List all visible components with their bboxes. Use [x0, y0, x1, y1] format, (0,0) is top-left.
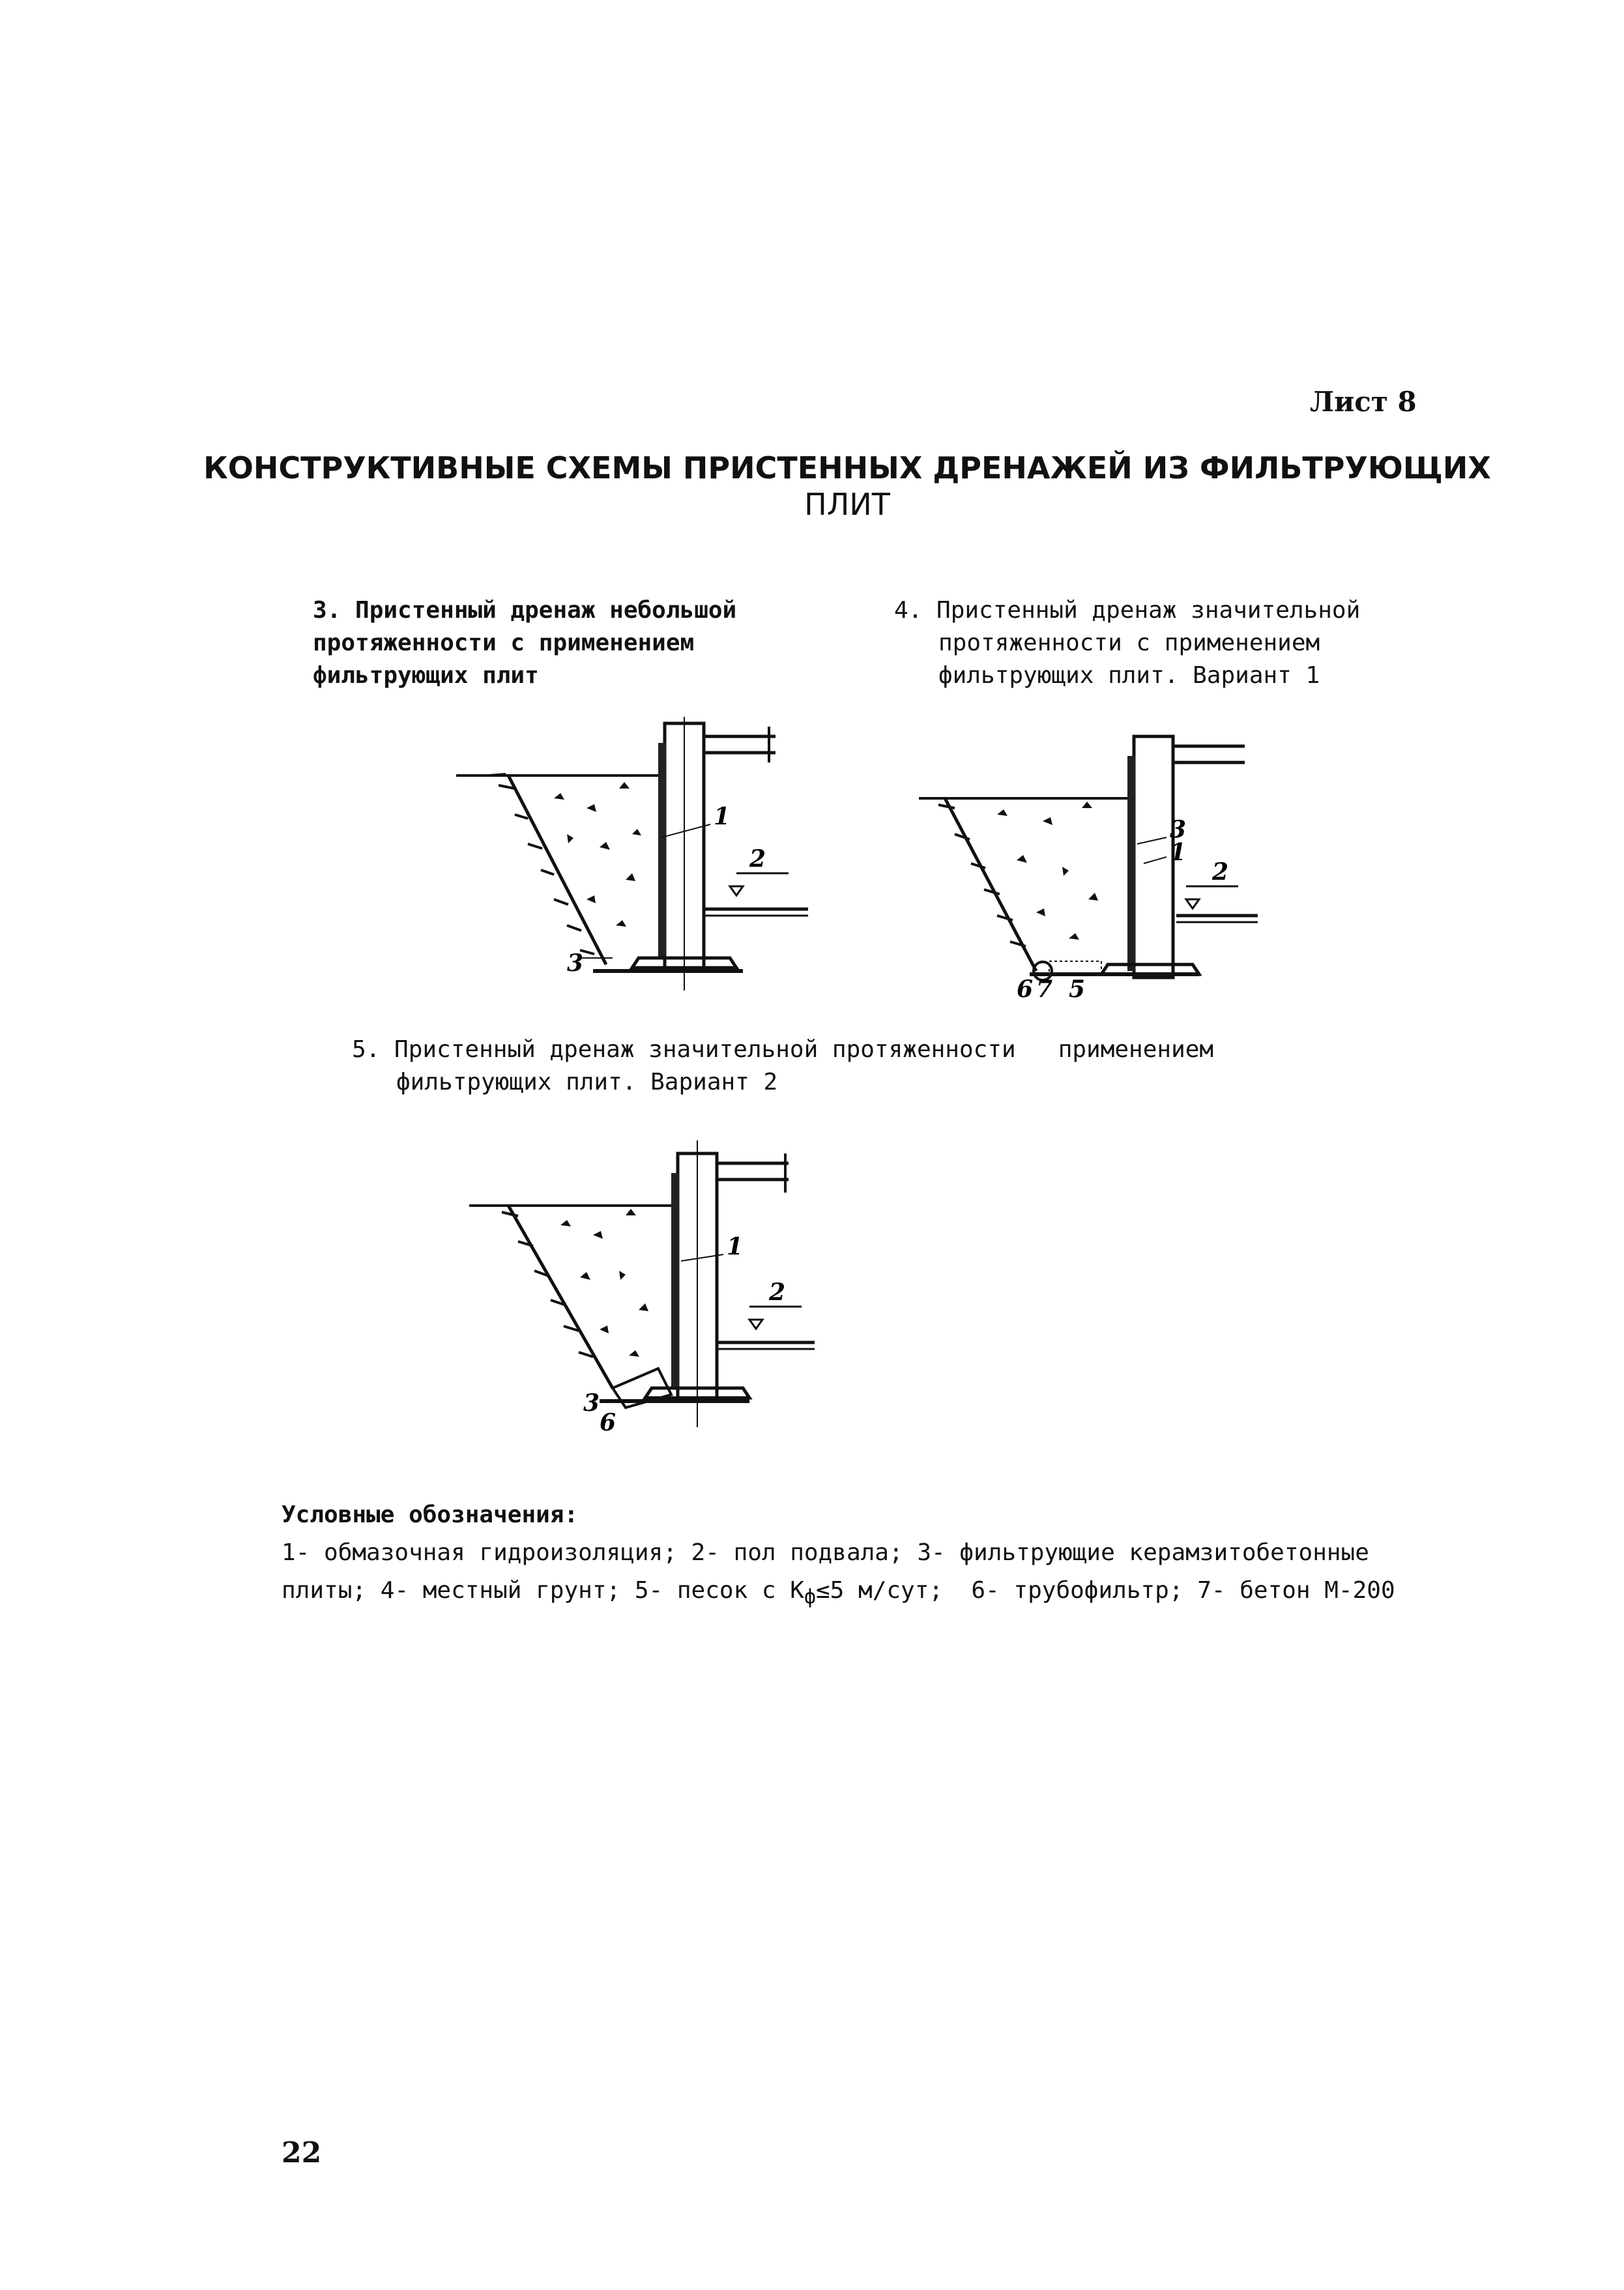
page-title-line2: ПЛИТ: [804, 487, 890, 522]
caption-line: фильтрующих плит: [313, 662, 539, 689]
label-3: 3: [583, 1389, 600, 1417]
figure-5-caption: [352, 1034, 1213, 1099]
label-1: 1: [1170, 839, 1187, 866]
legend-line-2-b: ≤5 м/сут; 6- трубофильтр; 7- бетон М-200: [816, 1577, 1395, 1604]
label-2: 2: [749, 845, 766, 873]
label-6: 6: [1017, 976, 1034, 1003]
caption-line: фильтрующих плит. Вариант 2: [396, 1069, 778, 1095]
label-2: 2: [769, 1279, 786, 1306]
page-title-line1: КОНСТРУКТИВНЫЕ СХЕМЫ ПРИСТЕННЫХ ДРЕНАЖЕЙ ИЗ ФИЛЬТРУЮЩИХ: [203, 450, 1491, 486]
legend-line-1: 1- обмазочная гидроизоляция; 2- пол подвала; 3- фильтрующие керамзитобетонные: [282, 1539, 1369, 1566]
legend-line-2: [282, 1572, 1395, 1616]
label-3: 3: [567, 949, 584, 977]
figure-4-caption: [894, 594, 1360, 692]
label-5: 5: [1069, 976, 1086, 1003]
figure-5-drawing: [463, 1121, 828, 1434]
label-3: 3: [1170, 816, 1187, 843]
figure-3-caption: [313, 594, 736, 692]
legend-heading: Условные обозначения:: [282, 1501, 579, 1528]
label-1: 1: [714, 803, 731, 830]
caption-line: протяженности с применением: [938, 630, 1320, 656]
caption-line: 4. Пристенный дренаж значительной: [894, 597, 1361, 624]
legend: [282, 1496, 1395, 1616]
figure-3-drawing: [443, 691, 808, 1004]
caption-line: 5. Пристенный дренаж значительной протяженности применением: [352, 1036, 1214, 1063]
label-7: 7: [1036, 976, 1053, 1003]
label-1: 1: [727, 1233, 744, 1260]
sheet-number: Лист 8: [1310, 386, 1417, 418]
caption-line: 3. Пристенный дренаж небольшой: [313, 597, 737, 624]
label-2: 2: [1212, 858, 1229, 886]
legend-line-2-a: плиты; 4- местный грунт; 5- песок с K: [282, 1577, 804, 1604]
legend-subscript: ф: [804, 1586, 816, 1609]
label-6: 6: [600, 1409, 616, 1436]
caption-line: протяженности с применением: [313, 630, 695, 656]
caption-line: фильтрующих плит. Вариант 1: [938, 662, 1320, 689]
page-number: 22: [282, 2136, 322, 2169]
figure-4-drawing: [919, 717, 1258, 1004]
